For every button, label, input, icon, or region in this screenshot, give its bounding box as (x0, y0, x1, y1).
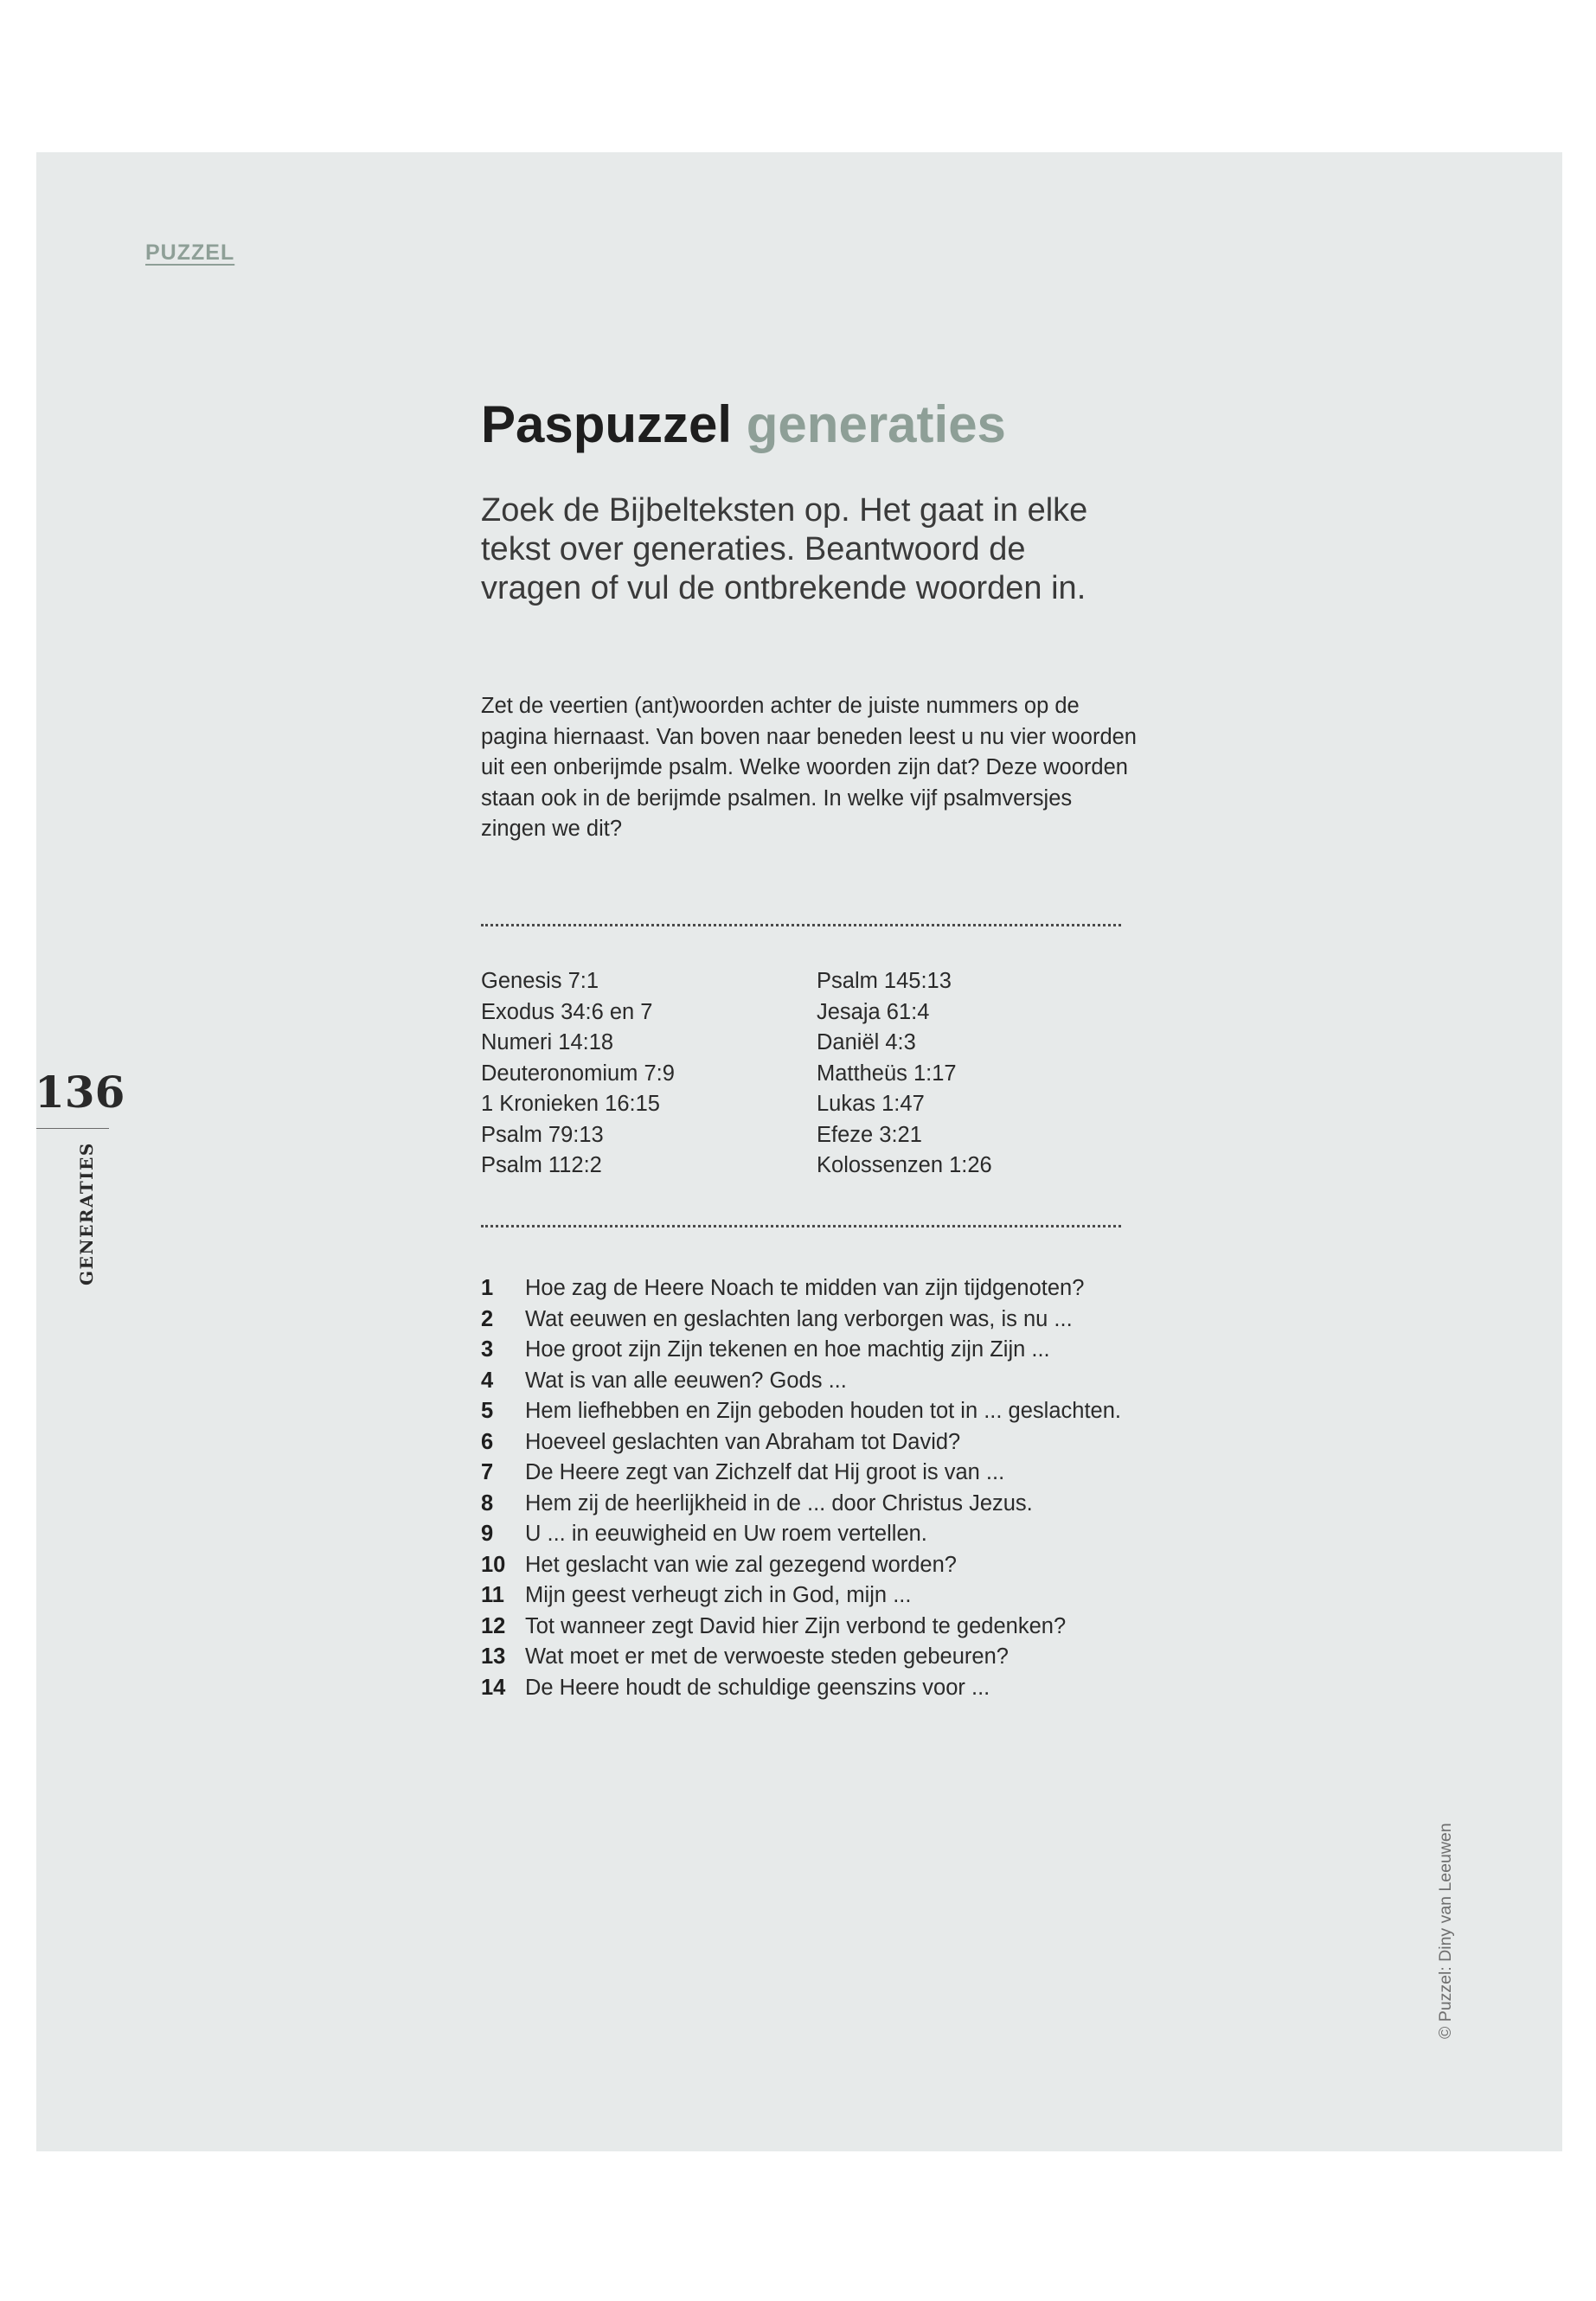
title-main: Paspuzzel (481, 395, 733, 453)
reference-item: Genesis 7:1 (481, 969, 599, 993)
question-number: 5 (481, 1399, 494, 1423)
question-text: Hem zij de heerlijkheid in de ... door Christus Jezus. (525, 1490, 1033, 1516)
question-item (481, 1273, 1121, 1304)
question-item (481, 1519, 1121, 1550)
question-item (481, 1427, 1121, 1458)
reference-item: Psalm 79:13 (481, 1122, 604, 1147)
question-text: De Heere zegt van Zichzelf dat Hij groot is van ... (525, 1460, 1005, 1484)
page-title (481, 396, 1006, 453)
puzzle-credit: © Puzzel: Diny van Leeuwen (1436, 1823, 1455, 2039)
reference-item: Kolossenzen 1:26 (817, 1153, 992, 1177)
question-text: U ... in eeuwigheid en Uw roem vertellen. (525, 1522, 927, 1546)
lead-paragraph: Zoek de Bijbelteksten op. Het gaat in elke tekst over generaties. Beantwoord de vragen of vul de ontbrekende woorden in. (481, 492, 1088, 606)
question-item (481, 1642, 1121, 1673)
references-left (481, 966, 675, 1182)
reference-item: Daniël 4:3 (817, 1030, 916, 1054)
question-item (481, 1673, 1121, 1704)
reference-item: Mattheüs 1:17 (817, 1061, 957, 1086)
question-number: 7 (481, 1460, 494, 1484)
reference-item: 1 Kronieken 16:15 (481, 1092, 660, 1116)
reference-item: Psalm 112:2 (481, 1153, 602, 1177)
reference-item: Exodus 34:6 en 7 (481, 999, 653, 1024)
question-item (481, 1550, 1121, 1581)
reference-item: Jesaja 61:4 (817, 999, 930, 1024)
dotted-divider-top (481, 924, 1121, 926)
question-item (481, 1304, 1121, 1336)
reference-item: Efeze 3:21 (817, 1122, 922, 1147)
question-text: Hoe groot zijn Zijn tekenen en hoe machtig zijn Zijn ... (525, 1337, 1050, 1362)
question-text: Wat moet er met de verwoeste steden gebeuren? (525, 1644, 1009, 1669)
question-number: 1 (481, 1276, 494, 1300)
question-item (481, 1458, 1121, 1489)
question-number: 6 (481, 1429, 494, 1454)
question-text: Hoe zag de Heere Noach te midden van zijn tijdgenoten? (525, 1276, 1085, 1300)
question-number: 9 (481, 1522, 494, 1546)
title-accent: generaties (746, 395, 1006, 453)
question-item (481, 1396, 1121, 1427)
section-label: PUZZEL (145, 240, 235, 265)
question-number: 8 (481, 1490, 494, 1516)
question-list (481, 1273, 1121, 1703)
references-right (817, 966, 992, 1182)
question-text: Hem liefhebben en Zijn geboden houden tot in ... geslachten. (525, 1399, 1121, 1423)
question-text: Mijn geest verheugt zich in God, mijn ... (525, 1583, 912, 1607)
running-head: GENERATIES (76, 1142, 97, 1285)
question-number: 2 (481, 1306, 494, 1331)
question-number: 3 (481, 1337, 494, 1362)
question-number: 14 (481, 1675, 506, 1700)
page-number-rule (36, 1128, 109, 1129)
reference-item: Psalm 145:13 (817, 969, 952, 993)
question-number: 13 (481, 1644, 506, 1669)
question-number: 12 (481, 1613, 506, 1638)
question-item (481, 1580, 1121, 1612)
question-text: Het geslacht van wie zal gezegend worden? (525, 1552, 957, 1577)
question-text: Wat eeuwen en geslachten lang verborgen was, is nu ... (525, 1306, 1073, 1331)
dotted-divider-bottom (481, 1225, 1121, 1227)
question-text: Wat is van alle eeuwen? Gods ... (525, 1368, 847, 1393)
reference-item: Deuteronomium 7:9 (481, 1061, 675, 1086)
question-item (481, 1612, 1121, 1643)
page-number: 136 (35, 1067, 125, 1118)
question-text: Hoeveel geslachten van Abraham tot David? (525, 1429, 961, 1454)
question-number: 11 (481, 1583, 504, 1607)
question-text: Tot wanneer zegt David hier Zijn verbond te gedenken? (525, 1613, 1067, 1638)
question-item (481, 1366, 1121, 1397)
question-number: 10 (481, 1552, 506, 1577)
reference-item: Numeri 14:18 (481, 1030, 614, 1054)
reference-item: Lukas 1:47 (817, 1092, 925, 1116)
question-number: 4 (481, 1368, 494, 1393)
intro-paragraph: Zet de veertien (ant)woorden achter de juiste nummers op de pagina hiernaast. Van boven naar beneden leest u nu vier woorden uit een onberijmde psalm. Welke woorden zijn dat? Deze woorden staan ook in de berijmde psalmen. In welke vijf psalmversjes zingen we dit? (481, 694, 1137, 841)
question-item (481, 1335, 1121, 1366)
question-item (481, 1489, 1121, 1520)
question-text: De Heere houdt de schuldige geenszins voor ... (525, 1675, 990, 1700)
